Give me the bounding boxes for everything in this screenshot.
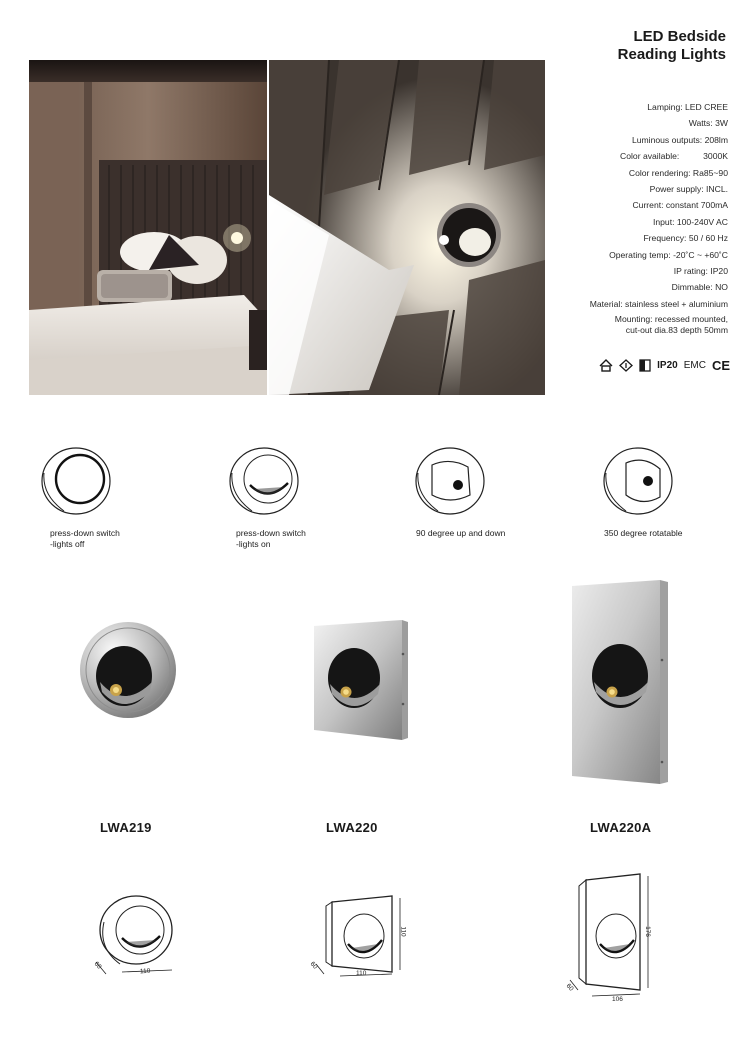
function-caption-1-line-1: press-down switch xyxy=(50,528,120,538)
lwa220a-height-label: 176 xyxy=(643,926,651,937)
spec-luminous: Luminous outputs: 208lm xyxy=(631,134,728,145)
spec-mounting xyxy=(528,314,728,335)
house-icon xyxy=(599,359,613,372)
lwa220a-depth-label: 60 xyxy=(564,982,575,993)
spec-input: Input: 100-240V AC xyxy=(652,216,728,227)
product-label-lwa219: LWA219 xyxy=(100,820,152,835)
switch-off-icon xyxy=(36,445,116,517)
bedroom-photo xyxy=(29,60,267,395)
lwa220a-dimension-drawing xyxy=(566,872,666,1002)
function-caption-4-line-1: 350 degree rotatable xyxy=(604,528,683,538)
function-caption-1-line-2: -lights off xyxy=(50,539,85,549)
lwa220a-width-label: 106 xyxy=(612,996,623,1003)
product-lwa220-image xyxy=(310,618,410,742)
spec-mounting-line-2: cut-out dia.83 depth 50mm xyxy=(625,324,728,335)
spec-material: Material: stainless steel + aluminium xyxy=(589,298,728,309)
ip-rating-mark: IP20 xyxy=(657,360,678,371)
function-caption-4 xyxy=(604,528,682,539)
product-lwa220a-image xyxy=(570,578,670,786)
lwa220-depth-label: 60 xyxy=(308,960,319,971)
spec-dimmable: Dimmable: NO xyxy=(671,282,728,293)
spec-color: Color available: 3000K xyxy=(620,151,728,162)
lwa219-depth-label: 60 xyxy=(92,960,103,971)
spec-mounting-line-1: Mounting: recessed mounted, xyxy=(614,314,728,325)
diamond-flame-icon xyxy=(619,359,633,372)
spec-watts: Watts: 3W xyxy=(688,118,728,129)
function-caption-1 xyxy=(50,528,120,550)
title-line-2: Reading Lights xyxy=(617,46,726,63)
function-caption-3 xyxy=(416,528,505,539)
closeup-photo xyxy=(269,60,545,395)
product-lwa219-image xyxy=(78,620,178,720)
function-caption-3-line-1: 90 degree up and down xyxy=(416,528,506,538)
spec-current: Current: constant 700mA xyxy=(632,200,728,211)
function-caption-2-line-2: -lights on xyxy=(236,539,271,549)
page-title xyxy=(618,28,726,64)
function-caption-2-line-1: press-down switch xyxy=(236,528,306,538)
spec-lamping: Lamping: LED CREE xyxy=(647,102,728,112)
class-icon xyxy=(639,359,651,372)
function-caption-2 xyxy=(236,528,306,550)
emc-mark: EMC xyxy=(683,360,706,371)
rotate-icon xyxy=(598,445,678,517)
spec-operating-temp: Operating temp: -20˚C ~ +60˚C xyxy=(609,249,728,260)
spec-list xyxy=(528,99,728,335)
lwa219-width-label: 110 xyxy=(139,967,151,976)
spec-power-supply: Power supply: INCL. xyxy=(649,184,728,195)
lwa220-height-label: 110 xyxy=(399,926,407,937)
tilt-icon xyxy=(410,445,490,517)
spec-frequency: Frequency: 50 / 60 Hz xyxy=(643,233,728,244)
spec-ip-rating: IP rating: IP20 xyxy=(673,266,728,277)
lwa220-width-label: 110 xyxy=(356,970,367,977)
product-label-lwa220: LWA220 xyxy=(326,820,378,835)
spec-cri: Color rendering: Ra85~90 xyxy=(628,167,728,178)
certification-icons xyxy=(599,358,730,373)
title-line-1: LED Bedside xyxy=(633,28,726,45)
product-label-lwa220a: LWA220A xyxy=(590,820,652,835)
switch-on-icon xyxy=(224,445,304,517)
ce-mark: CE xyxy=(711,358,730,373)
